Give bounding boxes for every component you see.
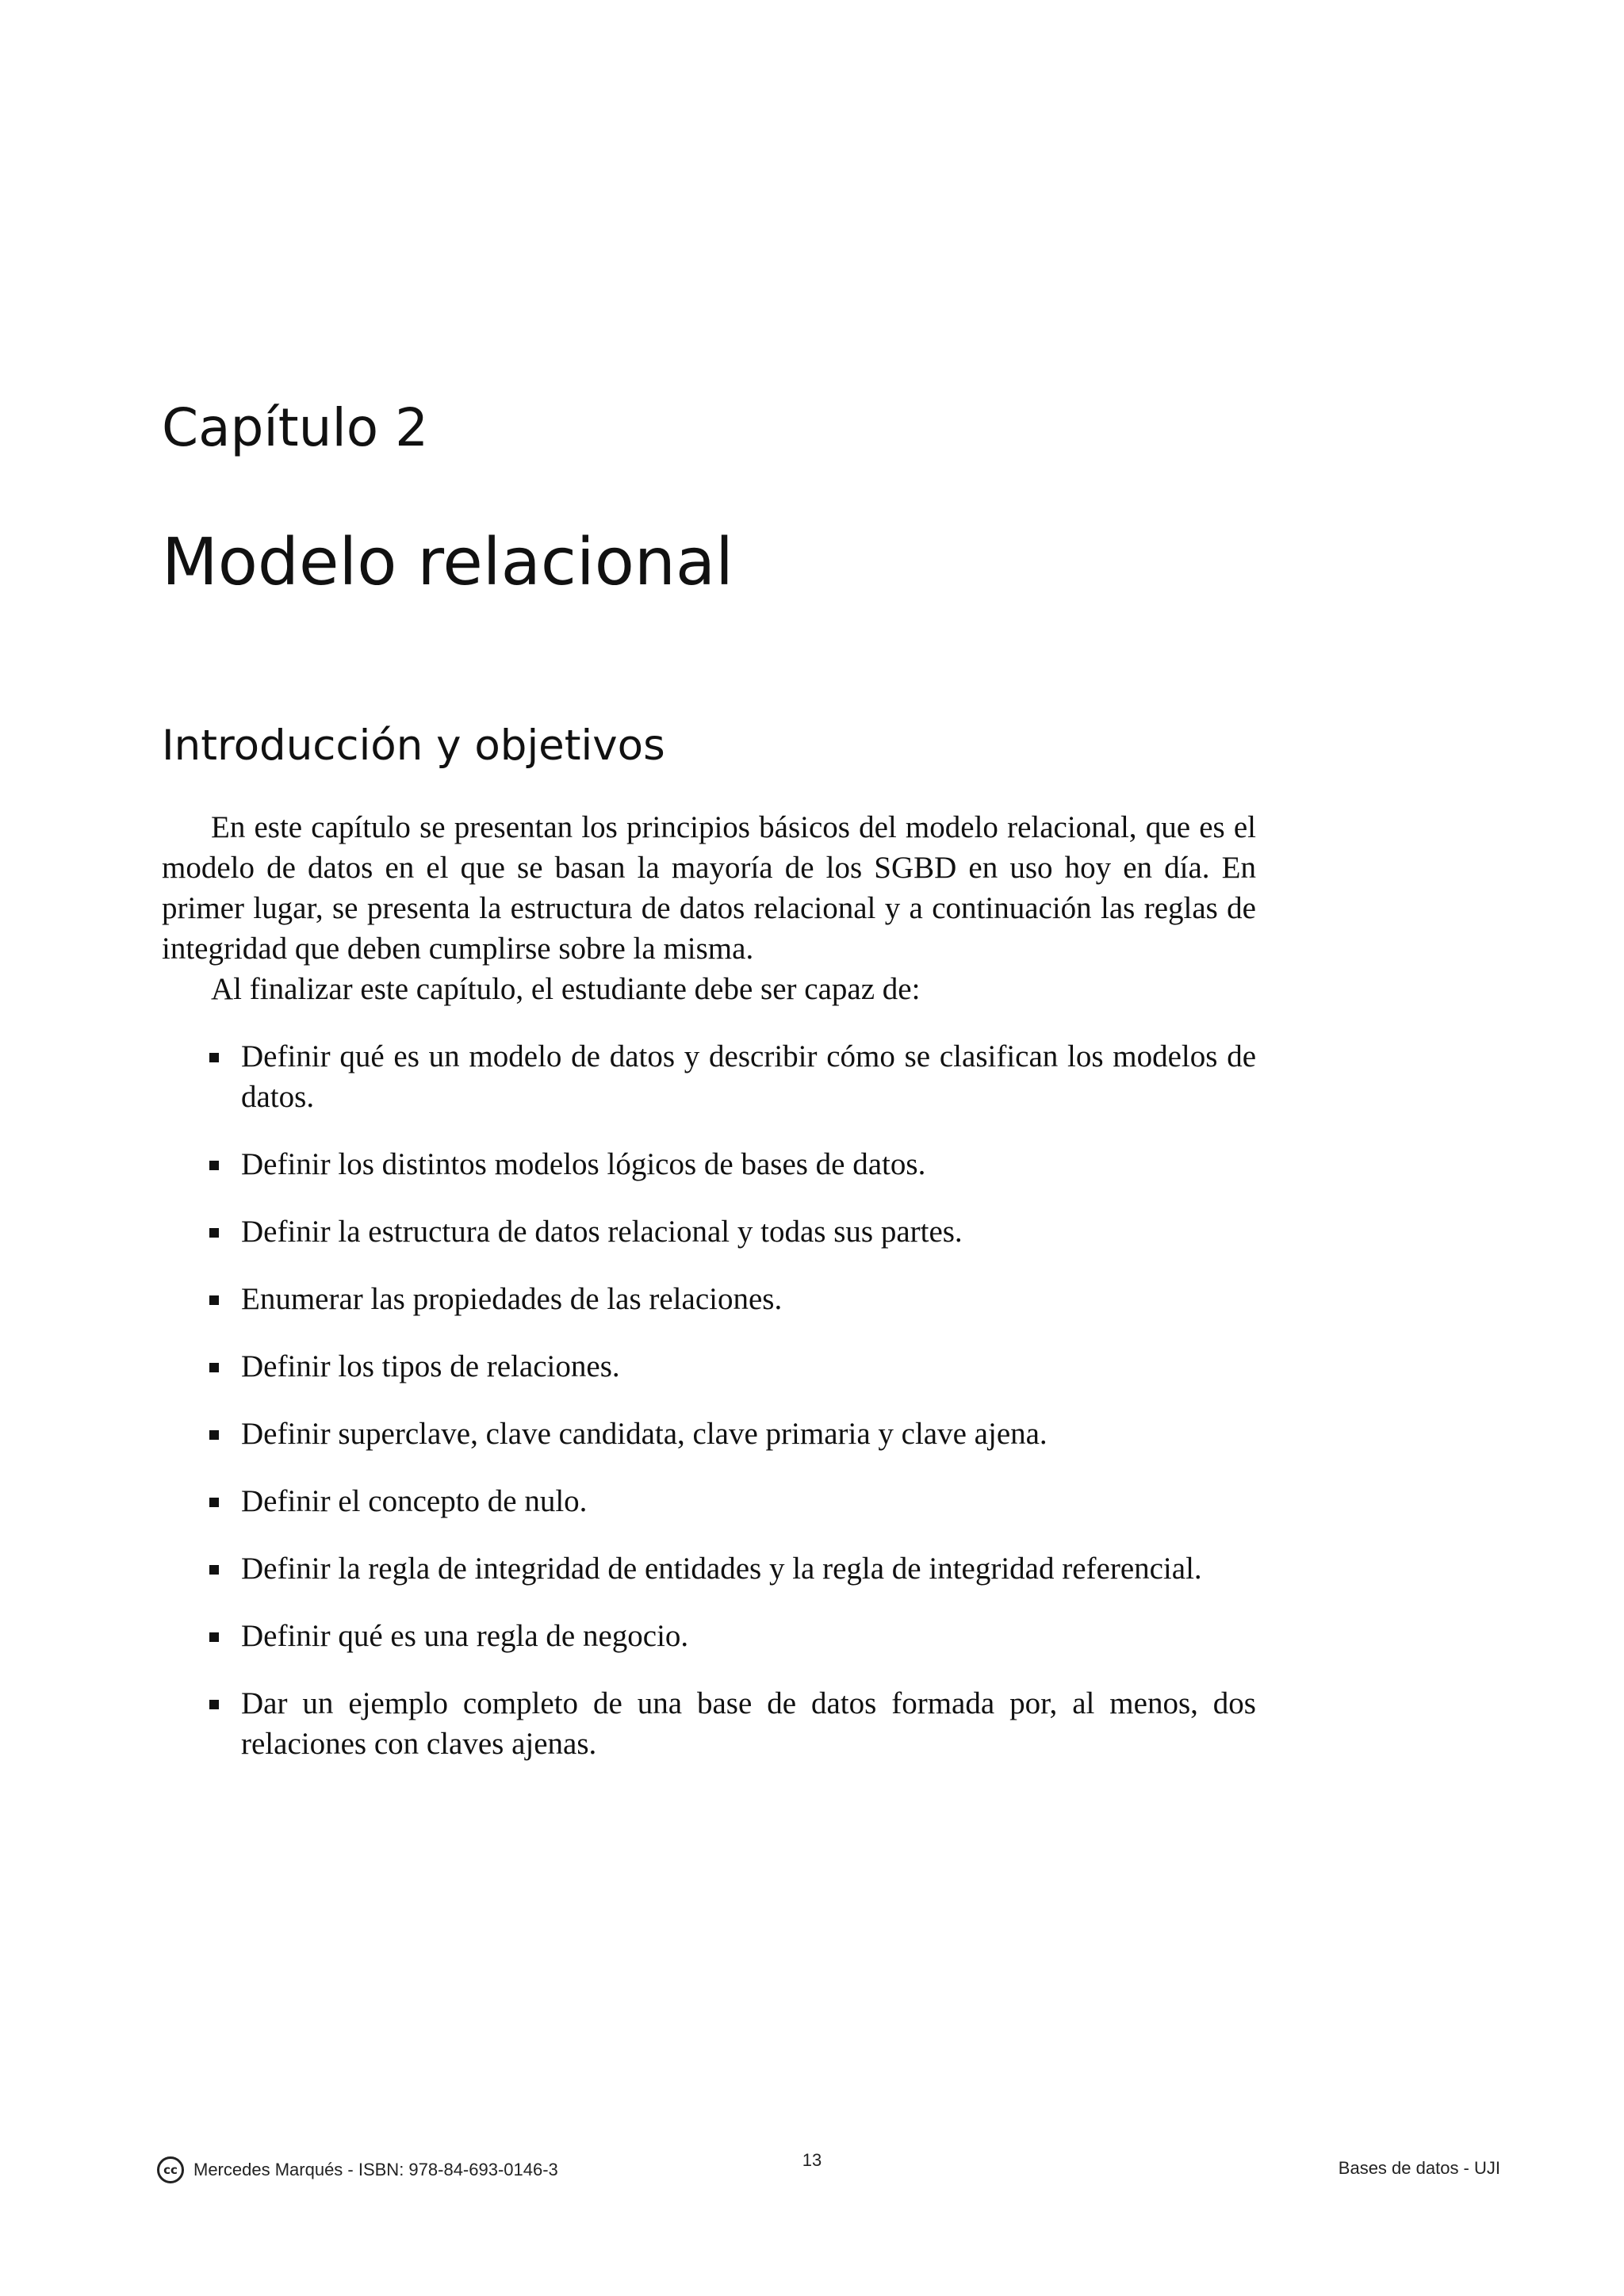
objective-text: Definir superclave, clave candidata, clave primaria y clave ajena. <box>241 1417 1048 1451</box>
chapter-label: Capítulo 2 <box>162 397 429 458</box>
square-bullet-icon <box>209 1295 219 1305</box>
objective-text: Definir qué es un modelo de datos y describir cómo se clasifican los modelos de datos. <box>241 1039 1256 1114</box>
list-item <box>241 1144 1256 1184</box>
objective-text: Definir los tipos de relaciones. <box>241 1349 620 1383</box>
objectives-lead-paragraph: Al finalizar este capítulo, el estudiante debe ser capaz de: <box>211 972 921 1006</box>
list-item <box>241 1346 1256 1387</box>
objective-text: Definir la regla de integridad de entidades y la regla de integridad referencial. <box>241 1552 1202 1586</box>
objective-text: Definir el concepto de nulo. <box>241 1484 588 1518</box>
square-bullet-icon <box>209 1161 219 1170</box>
objective-text: Definir la estructura de datos relacional y todas sus partes. <box>241 1215 963 1249</box>
square-bullet-icon <box>209 1430 219 1440</box>
square-bullet-icon <box>209 1053 219 1062</box>
page-number: 13 <box>802 2150 822 2170</box>
square-bullet-icon <box>209 1700 219 1709</box>
footer-book-title: Bases de datos - UJI <box>1338 2158 1500 2178</box>
list-item <box>241 1414 1256 1454</box>
objective-text: Enumerar las propiedades de las relaciones. <box>241 1282 783 1316</box>
objective-text: Dar un ejemplo completo de una base de datos formada por, al menos, dos relaciones con claves ajenas. <box>241 1686 1256 1761</box>
section-title: Introducción y objetivos <box>162 721 665 770</box>
objectives-list <box>162 1036 1256 1764</box>
list-item <box>241 1548 1256 1589</box>
list-item <box>241 1616 1256 1656</box>
square-bullet-icon <box>209 1565 219 1575</box>
list-item <box>241 1036 1256 1117</box>
square-bullet-icon <box>209 1498 219 1507</box>
list-item <box>241 1683 1256 1764</box>
chapter-title: Modelo relacional <box>162 525 733 600</box>
list-item <box>241 1481 1256 1521</box>
list-item <box>241 1211 1256 1252</box>
square-bullet-icon <box>209 1228 219 1238</box>
chapter-body <box>162 807 1256 1791</box>
intro-paragraph: En este capítulo se presentan los principios básicos del modelo relacional, que es el modelo de datos en el que se basan la mayoría de los SGBD en uso hoy en día. En primer lugar, se presenta la estructura de datos relacional y a continuación las reglas de integridad que deben cumplirse sobre la misma. <box>162 810 1256 966</box>
objective-text: Definir los distintos modelos lógicos de bases de datos. <box>241 1147 926 1181</box>
square-bullet-icon <box>209 1363 219 1372</box>
square-bullet-icon <box>209 1632 219 1642</box>
objective-text: Definir qué es una regla de negocio. <box>241 1619 689 1653</box>
creative-commons-icon: cc <box>157 2156 184 2183</box>
footer-author-isbn: Mercedes Marqués - ISBN: 978-84-693-0146-3 <box>193 2160 558 2179</box>
list-item <box>241 1279 1256 1319</box>
